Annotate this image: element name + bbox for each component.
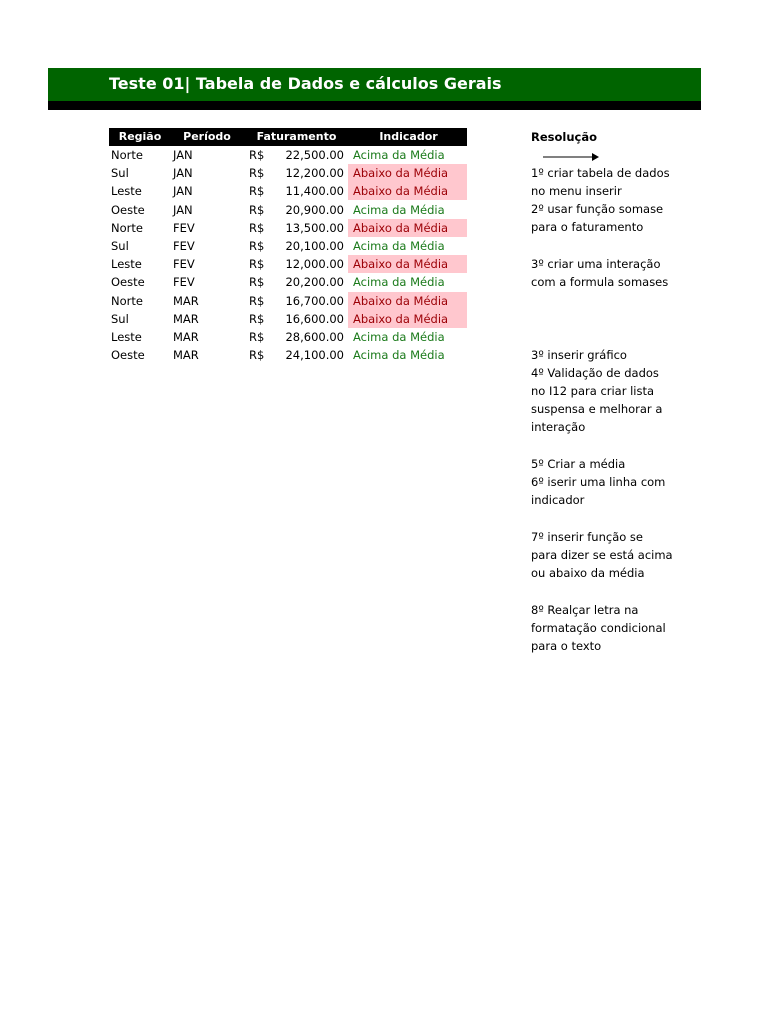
cell-indicador: Acima da Média (353, 202, 445, 217)
table-header (109, 128, 467, 146)
resolucao-step-line: 6º iserir uma linha com (531, 475, 666, 489)
cell-faturamento: 22,500.00 (285, 148, 344, 162)
cell-currency: R$ (249, 184, 265, 199)
page-title: Teste 01| Tabela de Dados e cálculos Gerais (109, 74, 502, 93)
cell-currency: R$ (249, 257, 265, 272)
table-row (109, 237, 467, 255)
cell-indicador: Acima da Média (353, 238, 445, 253)
resolucao-step-line: 8º Realçar letra na (531, 603, 639, 617)
cell-periodo: JAN (173, 184, 193, 199)
cell-currency: R$ (249, 275, 265, 290)
cell-currency: R$ (249, 202, 265, 217)
column-header-faturamento: Faturamento (256, 130, 337, 143)
resolucao-step-line: com a formula somases (531, 275, 669, 289)
resolucao-step-line: interação (531, 420, 586, 434)
cell-periodo: MAR (173, 293, 199, 308)
cell-regiao: Oeste (111, 275, 145, 290)
cell-periodo: FEV (173, 257, 195, 272)
resolucao-step-line: 3º inserir gráfico (531, 348, 627, 362)
resolucao-step-line: no menu inserir (531, 184, 622, 198)
resolucao-step-line: 1º criar tabela de dados (531, 166, 670, 180)
resolucao-step-line: indicador (531, 493, 585, 507)
resolucao-heading: Resolução (531, 130, 598, 144)
resolucao-step-line: para dizer se está acima (531, 548, 673, 562)
cell-faturamento: 11,400.00 (285, 184, 344, 199)
resolucao-step-line: formatação condicional (531, 621, 666, 635)
cell-currency: R$ (249, 166, 265, 181)
table-row (109, 273, 467, 291)
table-row (109, 164, 467, 182)
cell-periodo: MAR (173, 348, 199, 363)
cell-regiao: Sul (111, 311, 129, 326)
cell-indicador: Acima da Média (353, 348, 445, 363)
cell-periodo: MAR (173, 311, 199, 326)
cell-faturamento: 20,900.00 (285, 202, 344, 217)
cell-currency: R$ (249, 348, 265, 363)
cell-faturamento: 28,600.00 (285, 329, 344, 344)
cell-indicador: Acima da Média (353, 275, 445, 290)
title-band (48, 68, 701, 101)
data-table (109, 128, 467, 364)
table-row (109, 310, 467, 328)
cell-indicador: Abaixo da Média (348, 255, 467, 273)
cell-faturamento: 16,700.00 (285, 293, 344, 308)
column-header-indicador: Indicador (379, 130, 438, 143)
cell-periodo: FEV (173, 275, 195, 290)
cell-periodo: JAN (173, 166, 193, 181)
cell-indicador: Abaixo da Média (348, 164, 467, 182)
cell-faturamento: 12,200.00 (285, 166, 344, 181)
table-row (109, 146, 467, 164)
cell-periodo: FEV (173, 238, 195, 253)
column-header-regiao: Região (118, 130, 162, 143)
cell-faturamento: 20,200.00 (285, 275, 344, 290)
resolucao-step-line: ou abaixo da média (531, 566, 645, 580)
cell-regiao: Oeste (111, 348, 145, 363)
column-header-periodo: Período (183, 130, 231, 143)
cell-periodo: FEV (173, 220, 195, 235)
table-row (109, 255, 467, 273)
resolucao-step-line: suspensa e melhorar a (531, 402, 663, 416)
cell-currency: R$ (249, 238, 265, 253)
resolucao-step-line: 2º usar função somase (531, 202, 664, 216)
cell-faturamento: 24,100.00 (285, 348, 344, 363)
cell-regiao: Leste (111, 184, 142, 199)
resolucao-step-line: para o texto (531, 639, 602, 653)
cell-regiao: Sul (111, 238, 129, 253)
cell-regiao: Norte (111, 148, 143, 162)
table-body (109, 146, 467, 364)
table-row (109, 182, 467, 200)
title-underbar (48, 101, 701, 110)
cell-currency: R$ (249, 311, 265, 326)
right-arrow-icon (543, 152, 599, 162)
cell-regiao: Leste (111, 257, 142, 272)
cell-periodo: JAN (173, 148, 193, 162)
table-row (109, 292, 467, 310)
resolucao-step-line: para o faturamento (531, 220, 644, 234)
cell-faturamento: 20,100.00 (285, 238, 344, 253)
resolucao-step-line: 4º Validação de dados (531, 366, 659, 380)
cell-indicador: Abaixo da Média (348, 310, 467, 328)
cell-currency: R$ (249, 293, 265, 308)
cell-faturamento: 12,000.00 (285, 257, 344, 272)
cell-faturamento: 13,500.00 (285, 220, 344, 235)
cell-periodo: JAN (173, 202, 193, 217)
cell-indicador: Abaixo da Média (348, 219, 467, 237)
cell-currency: R$ (249, 329, 265, 344)
cell-indicador: Acima da Média (353, 148, 445, 162)
cell-indicador: Abaixo da Média (348, 292, 467, 310)
cell-regiao: Norte (111, 293, 143, 308)
cell-currency: R$ (249, 220, 265, 235)
resolucao-step-line: no I12 para criar lista (531, 384, 655, 398)
cell-faturamento: 16,600.00 (285, 311, 344, 326)
cell-periodo: MAR (173, 329, 199, 344)
cell-regiao: Norte (111, 220, 143, 235)
cell-regiao: Sul (111, 166, 129, 181)
cell-regiao: Oeste (111, 202, 145, 217)
cell-indicador: Abaixo da Média (348, 182, 467, 200)
table-row (109, 201, 467, 219)
resolucao-step-line: 5º Criar a média (531, 457, 626, 471)
resolucao-step-line: 7º inserir função se (531, 530, 644, 544)
table-row (109, 219, 467, 237)
cell-indicador: Acima da Média (353, 329, 445, 344)
table-row (109, 346, 467, 364)
resolucao-step-line: 3º criar uma interação (531, 257, 661, 271)
cell-currency: R$ (249, 148, 265, 162)
cell-regiao: Leste (111, 329, 142, 344)
table-row (109, 328, 467, 346)
